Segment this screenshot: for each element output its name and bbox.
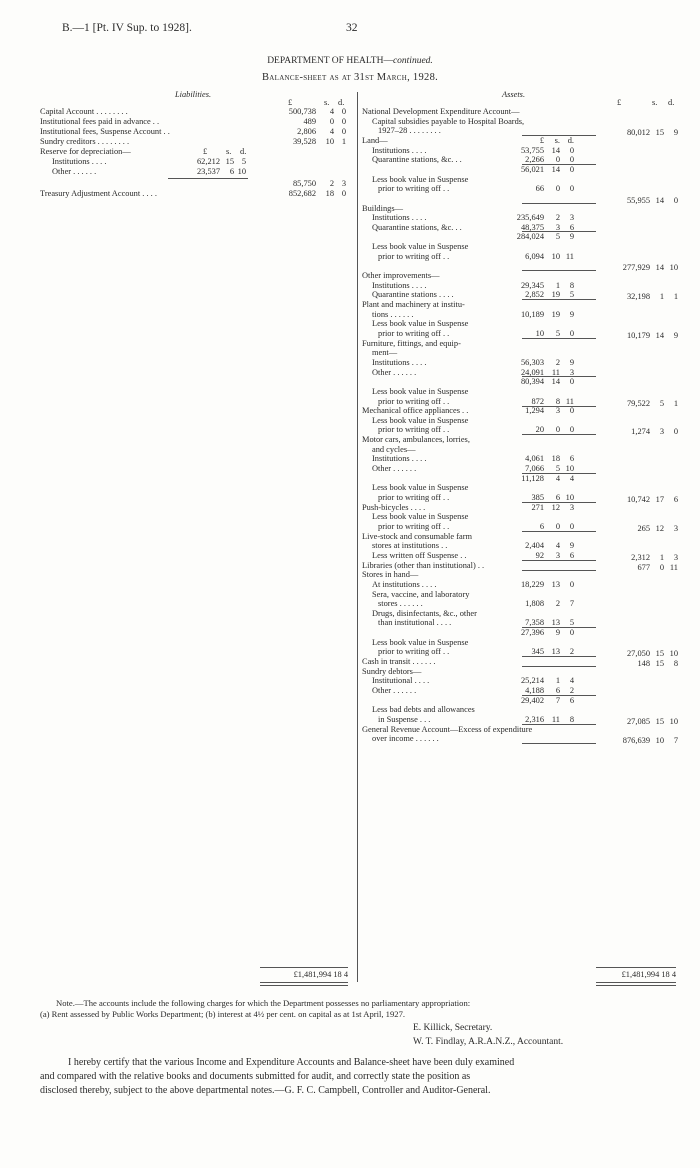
asset-line-a64: in Suspense . . . [378, 714, 431, 724]
asset-sub-a24-pence: 0 [569, 328, 574, 338]
asset-sub-a34-pence: 0 [569, 425, 574, 435]
asset-line-a58: Cash in transit . . . . . . [362, 657, 436, 667]
liab-subcol-shilling: s. [226, 147, 232, 156]
asset-total-a41-shillings: 17 [655, 495, 664, 504]
asset-sub-a38-pounds: 7,066 [525, 464, 544, 474]
asset-total-a47-pence: 3 [673, 552, 678, 562]
asset-section-rule [522, 270, 596, 271]
asset-total-a31-pounds: 79,522 [626, 398, 650, 408]
asset-sub-a39-shillings: 4 [555, 473, 560, 483]
asset-line-a52: stores . . . . . . [378, 599, 423, 609]
certification-line-2: and compared with the relative books and documents submitted for audit, and correctly state the position as [40, 1071, 471, 1082]
asset-total-a34-pence: 0 [673, 427, 678, 437]
asset-sub-a52-pence: 7 [569, 599, 574, 609]
asset-line-a25: Furniture, fittings, and equip- [362, 338, 461, 348]
asset-line-a18: Other improvements— [362, 271, 440, 281]
asset-sub-a50-pounds: 18,229 [520, 579, 544, 589]
asset-total-a31-shillings: 5 [659, 398, 664, 408]
asset-total-a44-pence: 3 [673, 523, 678, 533]
asset-sub-a47-pence: 6 [569, 550, 574, 560]
asset-sub-a54-pounds: 7,358 [525, 618, 544, 628]
asset-line-a45: Live-stock and consumable farm [362, 531, 472, 541]
asset-sub-a41-pounds: 385 [531, 493, 544, 502]
asset-line-a28: Other . . . . . . [372, 367, 417, 377]
page-number: 32 [346, 22, 358, 34]
asset-line-a36: and cycles— [372, 444, 416, 454]
liab-row-fees-advance-pounds: 489 [303, 117, 316, 126]
signature-secretary: E. Killick, Secretary. [413, 1023, 493, 1033]
asset-sub-a38-pence: 10 [565, 464, 574, 474]
asset-sub-a42-pence: 3 [569, 502, 574, 512]
asset-line-a19: Institutions . . . . [372, 280, 427, 290]
asset-sub-a14-pounds: 284,024 [516, 232, 544, 242]
liab-reserve-institutions-pounds: 62,212 [196, 157, 220, 166]
liab-row-fees-advance-pence: 0 [341, 117, 346, 126]
asset-total-a17-pence: 10 [669, 263, 678, 273]
asset-section-rule [522, 666, 596, 667]
asset-subtotal-rule [522, 231, 596, 232]
department-name: DEPARTMENT OF HEALTH— [267, 56, 393, 66]
asset-subtotal-rule [522, 473, 596, 474]
asset-total-a44-pounds: 265 [637, 523, 650, 533]
asset-line-a31: prior to writing off . . [378, 396, 450, 406]
asset-sub-a29-pounds: 80,394 [520, 377, 544, 387]
asset-sub-a28-shillings: 11 [551, 367, 560, 377]
asset-total-a20-shillings: 1 [659, 292, 664, 302]
asset-sub-a50-pence: 0 [569, 579, 574, 589]
liab-row-creditors-label: Sundry creditors . . . . . . . . [40, 137, 130, 146]
asset-sub-a6-pence: 0 [569, 155, 574, 165]
asset-total-a17-shillings: 14 [655, 263, 664, 273]
asset-line-a42: Push-bicycles . . . . [362, 502, 426, 512]
asset-sub-a20-pounds: 2,852 [525, 290, 544, 300]
liab-subcol-pound: £ [203, 147, 208, 156]
asset-sub-a32-shillings: 3 [555, 406, 560, 416]
asset-sub-a34-pounds: 20 [535, 425, 544, 435]
asset-line-a21: Plant and machinery at institu- [362, 300, 465, 309]
asset-sub-a32-pence: 0 [569, 406, 574, 416]
asset-sub-a24-pounds: 10 [535, 328, 544, 338]
asset-total-a41-pounds: 10,742 [626, 495, 650, 504]
asset-line-a32: Mechanical office appliances . . [362, 406, 469, 416]
asset-line-a5: Institutions . . . . [372, 145, 427, 155]
assets-total-rule [596, 967, 676, 968]
asset-sub-a38-shillings: 5 [555, 464, 560, 474]
liab-row-capital-pence: 0 [341, 107, 346, 116]
asset-sub-a64-pounds: 2,316 [525, 714, 544, 724]
asset-sub-a19-pounds: 29,345 [520, 280, 544, 290]
asset-sub-a28-pounds: 24,091 [520, 367, 544, 377]
liab-row-fees-suspense-pence: 0 [341, 127, 346, 136]
asset-total-a64-pence: 10 [669, 716, 678, 726]
liab-reserve-other-shillings: 6 [229, 167, 234, 176]
asset-line-a11: Buildings— [362, 203, 403, 213]
asset-sub-a5-pence: 0 [569, 145, 574, 155]
asset-section-rule [522, 531, 596, 532]
asset-total-a64-shillings: 15 [655, 716, 664, 726]
asset-sub-a57-pence: 2 [569, 647, 574, 657]
asset-line-a46: stores at institutions . . [372, 541, 448, 551]
asset-total-a41-pence: 6 [673, 495, 678, 504]
asset-sub-a9-pounds: 66 [535, 184, 544, 194]
asset-section-rule [522, 560, 596, 561]
asset-sub-a9-pence: 0 [569, 184, 574, 194]
liab-row-capital-shillings: 4 [329, 107, 334, 116]
asset-sub-a41-pence: 10 [565, 493, 574, 502]
asset-total-a24-pounds: 10,179 [626, 330, 650, 340]
asset-line-a15: Less book value in Suspense [372, 242, 469, 252]
liab-reserve-institutions-shillings: 15 [225, 157, 234, 166]
liab-row-treasury-pence: 0 [341, 189, 346, 198]
liab-row-treasury-shillings: 18 [325, 189, 334, 198]
asset-sub-a57-pounds: 345 [531, 647, 544, 657]
liab-reserve-institutions-label: Institutions . . . . [52, 157, 107, 166]
asset-total-a47-shillings: 1 [659, 552, 664, 562]
asset-line-a57: prior to writing off . . [378, 647, 450, 657]
asset-sub-a24-shillings: 5 [555, 328, 560, 338]
asset-sub-a13-shillings: 3 [555, 222, 560, 232]
asset-total-a48-pounds: 677 [637, 562, 650, 572]
asset-line-a3: 1927–28 . . . . . . . . [378, 126, 441, 136]
asset-line-a43: Less book value in Suspense [372, 512, 469, 522]
liab-row-creditors-pence: 1 [341, 137, 346, 146]
asset-sub-a41-shillings: 6 [555, 493, 560, 502]
asset-sub-a4-pounds: £ [539, 135, 544, 145]
liab-row-treasury-label: Treasury Adjustment Account . . . . [40, 189, 157, 198]
assets-col-pound: £ [617, 98, 622, 107]
asset-total-a47-pounds: 2,312 [631, 552, 650, 562]
asset-sub-a31-pence: 11 [565, 396, 574, 406]
liab-row-creditors-pounds: 39,528 [292, 137, 316, 146]
asset-sub-a55-pounds: 27,396 [520, 628, 544, 638]
asset-sub-a47-shillings: 3 [555, 550, 560, 560]
liab-row-fees-suspense-label: Institutional fees, Suspense Account . . [40, 127, 170, 136]
asset-sub-a16-pence: 11 [565, 251, 574, 261]
asset-line-a1: National Development Expenditure Account— [362, 107, 520, 116]
asset-total-a34-shillings: 3 [659, 427, 664, 437]
asset-line-a54: than institutional . . . . [378, 618, 452, 628]
liab-row-fees-suspense-shillings: 4 [329, 127, 334, 136]
asset-sub-a39-pounds: 11,128 [521, 473, 544, 483]
asset-section-rule [522, 434, 596, 435]
asset-sub-a9-shillings: 0 [555, 184, 560, 194]
asset-line-a51: Sera, vaccine, and laboratory [372, 589, 470, 599]
liab-reserve-total-pounds: 85,750 [292, 179, 316, 188]
asset-total-a3-shillings: 15 [655, 128, 664, 138]
liabilities-total: £1,481,994 18 4 [293, 970, 348, 979]
liab-reserve-other-pounds: 23,537 [196, 167, 220, 176]
asset-line-a41: prior to writing off . . [378, 493, 450, 502]
footer-note-detail: (a) Rent assessed by Public Works Department; (b) interest at 4½ per cent. on capital as at 1st April, 1927. [40, 1009, 406, 1019]
asset-line-a66: over income . . . . . . [372, 734, 439, 744]
asset-line-a65: General Revenue Account—Excess of expenditure [362, 724, 533, 734]
department-continued: continued. [392, 56, 433, 66]
asset-sub-a57-shillings: 13 [551, 647, 560, 657]
liab-reserve-total-pence: 3 [341, 179, 346, 188]
asset-sub-a60-pence: 4 [569, 676, 574, 686]
asset-section-rule [522, 724, 596, 725]
asset-sub-a14-pence: 9 [569, 232, 574, 242]
asset-sub-a52-pounds: 1,808 [525, 599, 544, 609]
asset-section-rule [522, 656, 596, 657]
asset-line-a63: Less bad debts and allowances [372, 705, 475, 715]
liab-reserve-total-shillings: 2 [329, 179, 334, 188]
liab-row-creditors-shillings: 10 [325, 137, 334, 146]
asset-line-a61: Other . . . . . . [372, 686, 417, 695]
asset-sub-a19-shillings: 1 [555, 280, 560, 290]
asset-sub-a27-pence: 9 [569, 357, 574, 367]
asset-sub-a4-shillings: s. [554, 135, 560, 145]
asset-line-a16: prior to writing off . . [378, 251, 450, 261]
asset-sub-a54-shillings: 13 [551, 618, 560, 628]
asset-sub-a46-pence: 9 [569, 541, 574, 551]
certification-line-1: I hereby certify that the various Income and Expenditure Accounts and Balance-sheet have been duly examined [68, 1057, 515, 1068]
asset-sub-a16-pounds: 6,094 [525, 251, 544, 261]
asset-total-a58-shillings: 15 [655, 659, 664, 669]
asset-sub-a52-shillings: 2 [555, 599, 560, 609]
asset-sub-a62-pounds: 29,402 [520, 695, 544, 705]
asset-sub-a61-pence: 2 [569, 686, 574, 695]
asset-line-a4: Land— [362, 135, 388, 145]
liab-col-shilling: s. [324, 98, 330, 107]
department-title [0, 56, 700, 66]
asset-line-a34: prior to writing off . . [378, 425, 450, 435]
asset-sub-a37-shillings: 18 [551, 454, 560, 464]
asset-sub-a20-pence: 5 [569, 290, 574, 300]
asset-section-rule [522, 299, 596, 300]
liab-total-double-rule [260, 982, 348, 986]
asset-sub-a60-pounds: 25,214 [520, 676, 544, 686]
asset-line-a23: Less book value in Suspense [372, 319, 469, 329]
liab-col-pound: £ [288, 98, 293, 107]
asset-total-a10-pounds: 55,955 [626, 195, 650, 205]
report-reference: B.—1 [Pt. IV Sup. to 1928]. [62, 22, 192, 34]
asset-sub-a42-pounds: 271 [531, 502, 544, 512]
asset-sub-a7-pounds: 56,021 [520, 164, 544, 174]
asset-total-a10-shillings: 14 [655, 195, 664, 205]
asset-line-a33: Less book value in Suspense [372, 415, 469, 425]
asset-sub-a5-shillings: 14 [551, 145, 560, 155]
liab-reserve-institutions-pence: 5 [241, 157, 246, 166]
liab-col-pence: d. [338, 98, 345, 107]
asset-sub-a44-shillings: 0 [555, 521, 560, 531]
asset-sub-a22-pounds: 10,189 [520, 309, 544, 319]
asset-sub-a31-pounds: 872 [531, 396, 544, 406]
asset-total-a3-pounds: 80,012 [626, 128, 650, 138]
asset-section-rule [522, 743, 596, 744]
asset-line-a37: Institutions . . . . [372, 454, 427, 464]
asset-total-a66-pence: 7 [673, 736, 678, 746]
asset-sub-a34-shillings: 0 [555, 425, 560, 435]
asset-line-a48: Libraries (other than institutional) . . [362, 560, 485, 570]
liab-subcol-pence: d. [240, 147, 247, 156]
asset-sub-a39-pence: 4 [569, 473, 574, 483]
asset-section-rule [522, 203, 596, 204]
assets-col-pence: d. [668, 98, 675, 107]
asset-line-a20: Quarantine stations . . . . [372, 290, 454, 300]
balance-sheet-title: Balance-sheet as at 31st March, 1928. [261, 72, 439, 83]
asset-sub-a64-shillings: 11 [551, 714, 560, 724]
asset-sub-a42-shillings: 12 [551, 502, 560, 512]
footer-note: Note.—The accounts include the following charges for which the Department possesses no parliamentary appropriation: [56, 998, 471, 1008]
asset-sub-a55-shillings: 9 [555, 628, 560, 638]
asset-sub-a61-shillings: 6 [555, 686, 560, 695]
column-divider [357, 92, 358, 982]
asset-line-a44: prior to writing off . . [378, 521, 450, 531]
liab-total-rule [260, 967, 348, 968]
asset-total-a58-pence: 8 [673, 659, 678, 669]
asset-sub-a6-shillings: 0 [555, 155, 560, 165]
certification-line-3: disclosed thereby, subject to the above departmental notes.—G. F. C. Campbell, Controller and Auditor-General. [40, 1085, 491, 1096]
asset-sub-a29-pence: 0 [569, 377, 574, 387]
asset-sub-a37-pounds: 4,061 [525, 454, 544, 464]
asset-total-a44-shillings: 12 [655, 523, 664, 533]
asset-section-rule [522, 338, 596, 339]
asset-line-a30: Less book value in Suspense [372, 386, 469, 396]
asset-sub-a16-shillings: 10 [551, 251, 560, 261]
asset-total-a58-pounds: 148 [637, 659, 650, 669]
liab-row-fees-advance-label: Institutional fees paid in advance . . [40, 117, 160, 126]
asset-sub-a5-pounds: 53,755 [520, 145, 544, 155]
assets-total-double-rule [596, 982, 676, 986]
asset-total-a24-shillings: 14 [655, 330, 664, 340]
asset-sub-a28-pence: 3 [569, 367, 574, 377]
asset-total-a66-shillings: 10 [655, 736, 664, 746]
asset-line-a12: Institutions . . . . [372, 213, 427, 223]
asset-sub-a13-pence: 6 [569, 222, 574, 232]
asset-sub-a20-shillings: 19 [551, 290, 560, 300]
liab-reserve-other-pence: 10 [237, 167, 246, 176]
liab-reserve-rule [168, 178, 248, 179]
liab-row-fees-suspense-pounds: 2,806 [297, 127, 316, 136]
asset-sub-a12-shillings: 2 [555, 213, 560, 223]
asset-sub-a47-pounds: 92 [535, 550, 544, 560]
asset-line-a8: Less book value in Suspense [372, 174, 469, 184]
asset-sub-a64-pence: 8 [569, 714, 574, 724]
asset-line-a60: Institutional . . . . [372, 676, 430, 686]
asset-sub-a62-pence: 6 [569, 695, 574, 705]
liab-row-capital-pounds: 500,738 [288, 107, 316, 116]
asset-sub-a37-pence: 6 [569, 454, 574, 464]
asset-line-a6: Quarantine stations, &c. . . [372, 155, 462, 165]
asset-line-a47: Less written off Suspense . . [372, 550, 467, 560]
asset-line-a24: prior to writing off . . [378, 328, 450, 338]
asset-line-a40: Less book value in Suspense [372, 483, 469, 493]
asset-line-a22: tions . . . . . . [372, 309, 414, 319]
asset-sub-a54-pence: 5 [569, 618, 574, 628]
asset-sub-a29-shillings: 14 [551, 377, 560, 387]
asset-total-a31-pence: 1 [673, 398, 678, 408]
asset-total-a20-pounds: 32,198 [626, 292, 650, 302]
asset-line-a50: At institutions . . . . [372, 579, 437, 589]
asset-total-a48-shillings: 0 [659, 562, 664, 572]
asset-sub-a14-shillings: 5 [555, 232, 560, 242]
asset-line-a2: Capital subsidies payable to Hospital Boards, [372, 116, 525, 126]
signature-accountant: W. T. Findlay, A.R.A.N.Z., Accountant. [413, 1037, 564, 1047]
asset-sub-a6-pounds: 2,266 [525, 155, 544, 165]
asset-sub-a7-shillings: 14 [551, 164, 560, 174]
asset-sub-a7-pence: 0 [569, 164, 574, 174]
asset-sub-a31-shillings: 8 [555, 396, 560, 406]
asset-line-a27: Institutions . . . . [372, 357, 427, 367]
asset-sub-a27-shillings: 2 [555, 357, 560, 367]
asset-sub-a50-shillings: 13 [551, 579, 560, 589]
asset-total-a10-pence: 0 [673, 195, 678, 205]
asset-sub-a44-pence: 0 [569, 521, 574, 531]
asset-sub-a22-pence: 9 [569, 309, 574, 319]
asset-total-a66-pounds: 876,639 [622, 736, 650, 746]
asset-section-rule [522, 570, 596, 571]
asset-subtotal-rule [522, 627, 596, 628]
asset-sub-a55-pence: 0 [569, 628, 574, 638]
asset-sub-a19-pence: 8 [569, 280, 574, 290]
asset-line-a49: Stores in hand— [362, 570, 419, 580]
asset-total-a57-shillings: 15 [655, 649, 664, 659]
assets-heading: Assets. [502, 90, 526, 99]
asset-sub-a12-pounds: 235,649 [516, 213, 544, 223]
asset-sub-a61-pounds: 4,188 [525, 686, 544, 695]
asset-line-a13: Quarantine stations, &c. . . [372, 222, 462, 232]
asset-sub-a46-shillings: 4 [555, 541, 560, 551]
liab-row-reserve-label: Reserve for depreciation— [40, 147, 131, 156]
asset-sub-a13-pounds: 48,375 [520, 222, 544, 232]
asset-line-a53: Drugs, disinfectants, &c., other [372, 608, 477, 618]
liab-row-capital-label: Capital Account . . . . . . . . [40, 107, 128, 116]
assets-total: £1,481,994 18 4 [621, 970, 676, 979]
asset-total-a48-pence: 11 [669, 562, 678, 572]
asset-line-a9: prior to writing off . . [378, 184, 450, 194]
asset-subtotal-rule [522, 164, 596, 165]
asset-total-a57-pounds: 27,050 [626, 649, 650, 659]
asset-line-a38: Other . . . . . . [372, 464, 417, 474]
asset-sub-a32-pounds: 1,294 [525, 406, 544, 416]
asset-sub-a22-shillings: 19 [551, 309, 560, 319]
liab-row-fees-advance-shillings: 0 [329, 117, 334, 126]
asset-subtotal-rule [522, 376, 596, 377]
asset-line-a26: ment— [372, 348, 398, 358]
asset-line-a59: Sundry debtors— [362, 666, 422, 676]
asset-total-a3-pence: 9 [673, 128, 678, 138]
liab-row-treasury-pounds: 852,682 [288, 189, 316, 198]
liab-reserve-other-label: Other . . . . . . [52, 167, 97, 176]
asset-line-a56: Less book value in Suspense [372, 637, 469, 647]
asset-subtotal-rule [522, 695, 596, 696]
asset-line-a35: Motor cars, ambulances, lorries, [362, 435, 470, 445]
asset-total-a17-pounds: 277,929 [622, 263, 650, 273]
liabilities-heading: Liabilities. [175, 90, 212, 99]
asset-total-a34-pounds: 1,274 [631, 427, 650, 437]
asset-sub-a62-shillings: 7 [555, 695, 560, 705]
asset-total-a24-pence: 9 [673, 330, 678, 340]
asset-sub-a60-shillings: 1 [555, 676, 560, 686]
asset-sub-a44-pounds: 6 [539, 521, 544, 531]
asset-sub-a12-pence: 3 [569, 213, 574, 223]
assets-col-shilling: s. [652, 98, 658, 107]
asset-sub-a27-pounds: 56,303 [520, 357, 544, 367]
asset-sub-a4-pence: d. [567, 135, 574, 145]
asset-sub-a46-pounds: 2,404 [525, 541, 544, 551]
asset-total-a20-pence: 1 [673, 292, 678, 302]
asset-total-a64-pounds: 27,085 [626, 716, 650, 726]
asset-total-a57-pence: 10 [669, 649, 678, 659]
